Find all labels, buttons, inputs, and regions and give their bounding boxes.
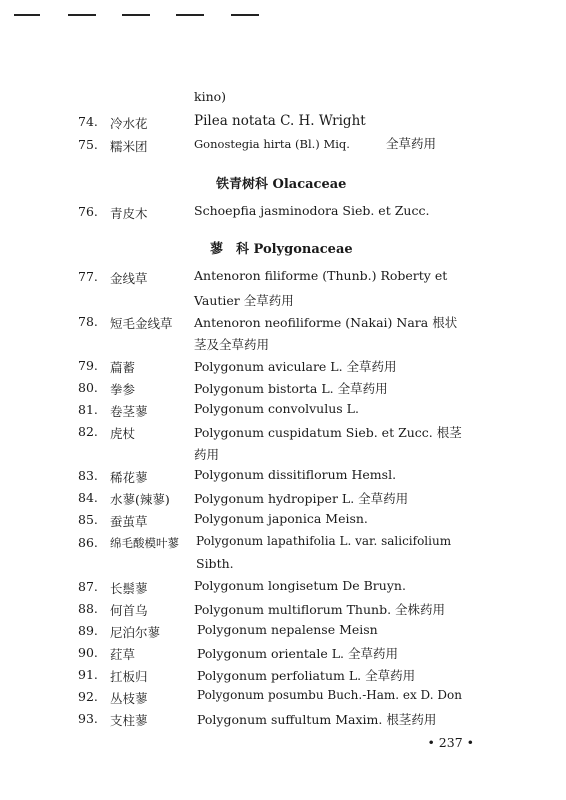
continued-text: kino) xyxy=(194,89,227,104)
entry-scientific-name: Polygonum nepalense Meisn xyxy=(197,622,378,637)
entry-chinese-name: 短毛金线草 xyxy=(110,316,173,331)
entry-chinese-name: 金线草 xyxy=(110,271,148,286)
entry-scientific-name: Polygonum suffultum Maxim. 根茎药用 xyxy=(197,712,437,727)
entry-number: 88. xyxy=(78,601,98,616)
entry-note: 全草药用 xyxy=(386,136,437,151)
entry-continuation: Vautier 全草药用 xyxy=(194,293,294,308)
entry-scientific-name: Polygonum posumbu Buch.-Ham. ex D. Don xyxy=(197,688,462,702)
entry-scientific-name: Polygonum dissitiflorum Hemsl. xyxy=(194,467,397,482)
entry-scientific-name: Antenoron filiforme (Thunb.) Roberty et xyxy=(194,268,448,283)
entry-chinese-name: 扛板归 xyxy=(110,669,148,684)
family-heading: 蓼 科 Polygonaceae xyxy=(210,242,353,257)
entry-continuation: 药用 xyxy=(194,447,220,462)
entry-number: 84. xyxy=(78,490,98,505)
entry-chinese-name: 青皮木 xyxy=(110,206,148,221)
entry-chinese-name: 支柱蓼 xyxy=(110,713,148,728)
entry-chinese-name: 绵毛酸模叶蓼 xyxy=(110,536,179,550)
entry-number: 74. xyxy=(78,114,98,129)
entry-scientific-name: Polygonum orientale L. 全草药用 xyxy=(197,646,398,661)
entry-number: 76. xyxy=(78,204,98,219)
entry-scientific-name: Polygonum lapathifolia L. var. salicifolium xyxy=(196,534,452,548)
entry-number: 93. xyxy=(78,711,98,726)
entry-number: 83. xyxy=(78,468,98,483)
entry-chinese-name: 糯米团 xyxy=(110,139,148,154)
entry-chinese-name: 虎杖 xyxy=(110,426,136,441)
entry-scientific-name: Polygonum japonica Meisn. xyxy=(194,511,368,526)
family-heading: 铁青树科 Olacaceae xyxy=(216,177,347,192)
entry-scientific-name: Polygonum convolvulus L. xyxy=(194,401,359,416)
top-rule-2 xyxy=(68,14,96,16)
entry-number: 91. xyxy=(78,667,98,682)
entry-scientific-name: Antenoron neofiliforme (Nakai) Nara 根状 xyxy=(194,315,458,330)
entry-number: 87. xyxy=(78,579,98,594)
entry-chinese-name: 长鬃蓼 xyxy=(110,581,148,596)
top-rule-4 xyxy=(176,14,204,16)
top-rule-5 xyxy=(231,14,259,16)
entry-scientific-name: Gonostegia hirta (Bl.) Miq. xyxy=(194,137,350,151)
entry-chinese-name: 蚕茧草 xyxy=(110,514,148,529)
entry-scientific-name: Polygonum cuspidatum Sieb. et Zucc. 根茎 xyxy=(194,425,462,440)
entry-chinese-name: 丛枝蓼 xyxy=(110,691,148,706)
page-number: • 237 • xyxy=(427,735,474,750)
entry-chinese-name: 萹蓄 xyxy=(110,360,136,375)
entry-chinese-name: 尼泊尔蓼 xyxy=(110,625,161,640)
entry-number: 81. xyxy=(78,402,98,417)
entry-continuation: 茎及全草药用 xyxy=(194,337,270,352)
entry-number: 92. xyxy=(78,689,98,704)
entry-continuation: Sibth. xyxy=(196,556,234,571)
entry-scientific-name: Pilea notata C. H. Wright xyxy=(194,113,366,129)
entry-scientific-name: Polygonum aviculare L. 全草药用 xyxy=(194,359,397,374)
entry-chinese-name: 稀花蓼 xyxy=(110,470,148,485)
entry-number: 77. xyxy=(78,269,98,284)
top-rule-3 xyxy=(122,14,150,16)
entry-number: 80. xyxy=(78,380,98,395)
entry-number: 82. xyxy=(78,424,98,439)
entry-chinese-name: 冷水花 xyxy=(110,116,148,131)
entry-scientific-name: Polygonum bistorta L. 全草药用 xyxy=(194,381,388,396)
entry-number: 75. xyxy=(78,137,98,152)
entry-scientific-name: Schoepfia jasminodora Sieb. et Zucc. xyxy=(194,203,430,218)
entry-chinese-name: 荭草 xyxy=(110,647,136,662)
entry-number: 78. xyxy=(78,314,98,329)
entry-chinese-name: 水蓼(辣蓼) xyxy=(110,492,170,507)
entry-number: 79. xyxy=(78,358,98,373)
top-rule-1 xyxy=(14,14,40,16)
entry-number: 86. xyxy=(78,535,98,550)
entry-number: 85. xyxy=(78,512,98,527)
entry-chinese-name: 何首乌 xyxy=(110,603,148,618)
entry-scientific-name: Polygonum hydropiper L. 全草药用 xyxy=(194,491,409,506)
entry-scientific-name: Polygonum longisetum De Bruyn. xyxy=(194,578,406,593)
entry-scientific-name: Polygonum multiflorum Thunb. 全株药用 xyxy=(194,602,446,617)
entry-scientific-name: Polygonum perfoliatum L. 全草药用 xyxy=(197,668,416,683)
entry-number: 89. xyxy=(78,623,98,638)
entry-number: 90. xyxy=(78,645,98,660)
entry-chinese-name: 卷茎蓼 xyxy=(110,404,148,419)
entry-chinese-name: 拳参 xyxy=(110,382,136,397)
